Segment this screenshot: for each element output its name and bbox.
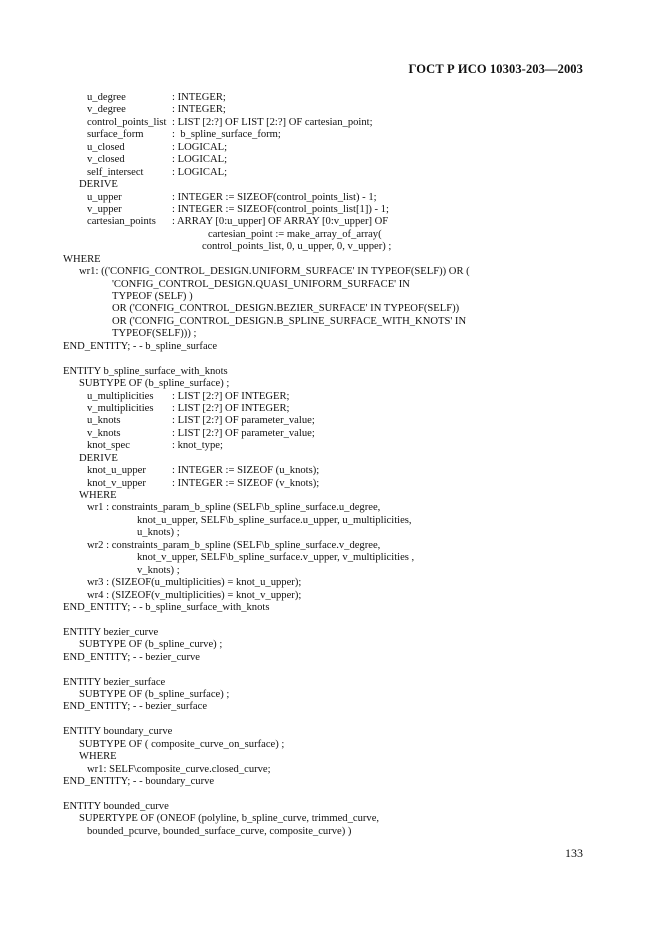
blank-line: [63, 789, 623, 801]
code-line: [63, 502, 623, 514]
code-line: [63, 192, 623, 204]
code-line: [63, 764, 623, 776]
code-text: knot_v_upper: [87, 477, 146, 489]
code-type-declaration: : LOGICAL;: [172, 154, 228, 166]
code-text: v_knots: [87, 427, 121, 439]
code-line: [63, 316, 623, 328]
code-text: SUPERTYPE OF (ONEOF (polyline, b_spline_curve, trimmed_curve,: [79, 813, 380, 825]
code-text: v_degree: [87, 104, 126, 116]
code-line: [63, 254, 623, 266]
code-line: [63, 701, 623, 713]
code-text: wr1: (('CONFIG_CONTROL_DESIGN.UNIFORM_SURFACE' IN TYPEOF(SELF)) OR (: [79, 266, 470, 278]
code-line: [63, 689, 623, 701]
code-line: [63, 167, 623, 179]
code-text: TYPEOF (SELF) ): [112, 291, 193, 302]
code-line: [63, 117, 623, 129]
code-line: [63, 291, 623, 303]
blank-line: [63, 614, 623, 626]
code-line: [63, 465, 623, 477]
code-line: [63, 490, 623, 502]
code-type-declaration: : LOGICAL;: [172, 141, 228, 153]
code-line: [63, 739, 623, 751]
code-line: [63, 515, 623, 527]
code-text: surface_form: [87, 129, 144, 141]
code-type-declaration: : LIST [2:?] OF parameter_value;: [172, 415, 315, 427]
code-line: [63, 378, 623, 390]
code-text: DERIVE: [79, 452, 118, 464]
code-text: bounded_pcurve, bounded_surface_curve, composite_curve) ): [87, 825, 352, 837]
code-text: END_ENTITY; - - boundary_curve: [63, 776, 215, 788]
code-line: [63, 751, 623, 763]
code-type-declaration: : knot_type;: [172, 440, 223, 452]
code-text: u_knots: [87, 415, 121, 427]
code-type-declaration: : LIST [2:?] OF parameter_value;: [172, 427, 315, 439]
code-line: [63, 677, 623, 689]
code-line: [63, 229, 623, 241]
code-line: [63, 428, 623, 440]
code-text: ENTITY bounded_curve: [63, 800, 169, 812]
code-line: [63, 92, 623, 104]
code-type-declaration: : LOGICAL;: [172, 166, 228, 178]
code-text: wr1: SELF\composite_curve.closed_curve;: [87, 763, 271, 775]
code-text: wr3 : (SIZEOF(u_multiplicities) = knot_u_upper);: [87, 577, 302, 589]
code-line: [63, 826, 623, 838]
code-text: TYPEOF(SELF))) ;: [112, 328, 197, 340]
code-text: SUBTYPE OF (b_spline_surface) ;: [79, 378, 230, 390]
blank-line: [63, 664, 623, 676]
code-line: [63, 415, 623, 427]
code-line: [63, 403, 623, 415]
express-code-listing: [63, 92, 623, 838]
code-line: [63, 540, 623, 552]
code-text: ENTITY b_spline_surface_with_knots: [63, 365, 228, 377]
code-line: [63, 179, 623, 191]
code-text: cartesian_point := make_array_of_array(: [208, 228, 382, 240]
code-text: 'CONFIG_CONTROL_DESIGN.QUASI_UNIFORM_SURFACE' IN: [112, 278, 410, 290]
code-text: u_closed: [87, 141, 125, 153]
page-number: 133: [565, 846, 583, 860]
code-line: [63, 241, 623, 253]
code-line: [63, 129, 623, 141]
code-text: v_multiplicities: [87, 402, 154, 414]
code-line: [63, 341, 623, 353]
code-line: [63, 627, 623, 639]
code-text: WHERE: [79, 490, 117, 501]
code-text: u_multiplicities: [87, 390, 154, 402]
code-text: control_points_list: [87, 116, 167, 128]
code-line: [63, 813, 623, 825]
code-line: [63, 303, 623, 315]
code-text: END_ENTITY; - - bezier_curve: [63, 651, 200, 663]
code-line: [63, 142, 623, 154]
code-line: [63, 279, 623, 291]
code-type-declaration: : ARRAY [0:u_upper] OF ARRAY [0:v_upper] OF: [172, 216, 389, 228]
code-line: [63, 552, 623, 564]
code-line: [63, 639, 623, 651]
code-line: [63, 216, 623, 228]
code-type-declaration: : LIST [2:?] OF INTEGER;: [172, 402, 290, 414]
code-text: DERIVE: [79, 179, 118, 191]
code-line: [63, 652, 623, 664]
code-text: wr4 : (SIZEOF(v_multiplicities) = knot_v_upper);: [87, 589, 302, 601]
code-type-declaration: : INTEGER := SIZEOF (v_knots);: [172, 477, 320, 489]
code-line: [63, 478, 623, 490]
document-header: ГОСТ Р ИСО 10303-203—2003: [408, 62, 583, 76]
code-text: v_knots) ;: [137, 564, 180, 576]
code-type-declaration: : LIST [2:?] OF LIST [2:?] OF cartesian_point;: [172, 116, 373, 128]
code-line: [63, 391, 623, 403]
code-text: u_upper: [87, 191, 122, 203]
code-line: [63, 801, 623, 813]
code-text: SUBTYPE OF (b_spline_surface) ;: [79, 689, 230, 700]
code-type-declaration: : INTEGER := SIZEOF(control_points_list) - 1;: [172, 191, 377, 203]
code-text: u_knots) ;: [137, 527, 180, 539]
code-text: SUBTYPE OF (b_spline_curve) ;: [79, 639, 223, 651]
code-text: OR ('CONFIG_CONTROL_DESIGN.BEZIER_SURFACE' IN TYPEOF(SELF)): [112, 303, 460, 315]
code-text: v_closed: [87, 154, 125, 166]
code-line: [63, 602, 623, 614]
code-line: [63, 577, 623, 589]
code-line: [63, 565, 623, 577]
blank-line: [63, 353, 623, 365]
code-line: [63, 726, 623, 738]
code-text: ENTITY bezier_curve: [63, 626, 159, 638]
code-text: WHERE: [63, 253, 101, 265]
code-text: ENTITY bezier_surface: [63, 676, 166, 688]
code-text: END_ENTITY; - - b_spline_surface: [63, 340, 218, 352]
code-line: [63, 453, 623, 465]
code-text: control_points_list, 0, u_upper, 0, v_upper) ;: [202, 241, 392, 253]
code-line: [63, 204, 623, 216]
code-line: [63, 776, 623, 788]
code-line: [63, 527, 623, 539]
code-text: WHERE: [79, 751, 117, 763]
code-line: [63, 328, 623, 340]
code-type-declaration: : INTEGER := SIZEOF(control_points_list[1]) - 1;: [172, 203, 389, 215]
code-text: self_intersect: [87, 166, 144, 178]
code-line: [63, 104, 623, 116]
code-text: knot_v_upper, SELF\b_spline_surface.v_upper, v_multiplicities ,: [137, 552, 415, 564]
code-type-declaration: : LIST [2:?] OF INTEGER;: [172, 390, 290, 402]
code-text: ENTITY boundary_curve: [63, 726, 173, 738]
code-line: [63, 266, 623, 278]
code-type-declaration: : INTEGER;: [172, 92, 226, 103]
blank-line: [63, 714, 623, 726]
code-text: cartesian_points: [87, 216, 156, 228]
code-line: [63, 440, 623, 452]
code-type-declaration: : INTEGER := SIZEOF (u_knots);: [172, 465, 320, 477]
code-text: END_ENTITY; - - bezier_surface: [63, 701, 208, 713]
code-text: OR ('CONFIG_CONTROL_DESIGN.B_SPLINE_SURFACE_WITH_KNOTS' IN: [112, 315, 467, 327]
code-line: [63, 154, 623, 166]
code-text: v_upper: [87, 203, 122, 215]
code-text: knot_u_upper, SELF\b_spline_surface.u_upper, u_multiplicities,: [137, 514, 412, 526]
code-type-declaration: : b_spline_surface_form;: [172, 129, 281, 141]
code-text: knot_u_upper: [87, 465, 146, 477]
code-line: [63, 590, 623, 602]
code-text: SUBTYPE OF ( composite_curve_on_surface) ;: [79, 738, 285, 750]
code-line: [63, 366, 623, 378]
code-type-declaration: : INTEGER;: [172, 104, 226, 116]
code-text: u_degree: [87, 92, 126, 103]
code-text: knot_spec: [87, 440, 130, 452]
code-text: wr1 : constraints_param_b_spline (SELF\b_spline_surface.u_degree,: [87, 502, 381, 514]
code-text: END_ENTITY; - - b_spline_surface_with_knots: [63, 601, 270, 613]
code-text: wr2 : constraints_param_b_spline (SELF\b_spline_surface.v_degree,: [87, 539, 381, 551]
